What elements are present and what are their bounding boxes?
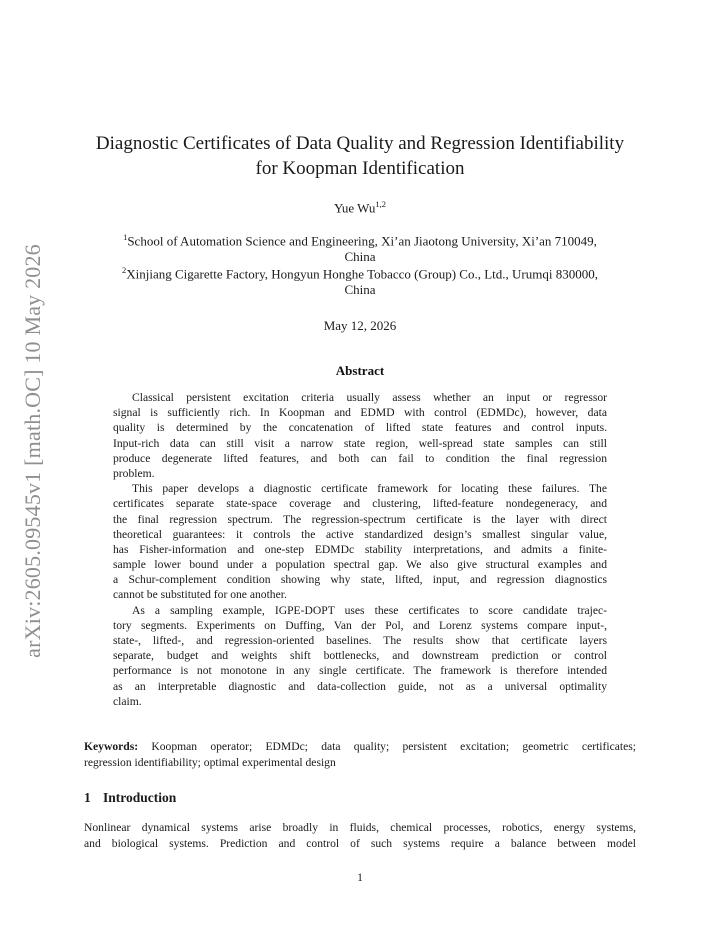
affiliation-marker: 2 (122, 265, 127, 275)
keywords-line: Keywords: Koopman operator; EDMDc; data quality; persistent excitation; geometric certificates; (84, 740, 636, 753)
affiliation-line: $^2$Xinjiang Cigarette Factory, Hongyun Honghe Tobacco (Group) Co., Ltd., Urumqi 830000, (122, 265, 598, 282)
arxiv-identifier[interactable]: arXiv:2605.09545v1 [math.OC] 10 May 2026 (20, 244, 45, 658)
abstract-line: As a sampling example, IGPE-DOPT uses these certificates to score candidate trajec- (132, 603, 607, 617)
abstract-line: cannot be substituted for one another. (113, 588, 287, 602)
section-number: 1 (84, 790, 91, 805)
abstract-line: quality is determined by the concatenation of lifted state features and control inputs. (113, 421, 607, 435)
title-line: Diagnostic Certificates of Data Quality and Regression Identifiability (95, 133, 625, 154)
keywords (84, 739, 636, 771)
keywords-line: regression identifiability; optimal experimental design (84, 756, 336, 769)
abstract-line: problem. (113, 466, 155, 480)
abstract-line: has Fisher-information and one-step EDMDc stability interpretations, and admits a finite- (113, 542, 607, 556)
page-number: 1 (357, 871, 363, 884)
affiliation-marker: 1 (123, 232, 128, 242)
abstract-line: sample lower bound under a population spectral gap. We also give structural examples and (113, 558, 607, 572)
affiliation-line: China (344, 282, 376, 298)
section-title: Introduction (103, 790, 177, 805)
abstract-line: the final regression spectrum. The regression-spectrum certificate is the layer with direct (113, 512, 607, 526)
abstract-line: performance is not monotone in any single certificate. The framework is therefore intended (113, 664, 607, 678)
abstract-line: state-, lifted-, and regression-oriented baselines. The results show that certificate layers (113, 634, 607, 647)
abstract-line: certificates separate state-space coverage and clustering, lifted-feature nondegeneracy, and (113, 497, 607, 511)
abstract-line: Input-rich data can still visit a narrow state region, well-spread state samples can still (113, 436, 607, 450)
author-name: Yue Wu (333, 200, 376, 216)
affiliation-line: China (344, 249, 376, 265)
abstract-line: claim. (113, 694, 142, 708)
title-line: for Koopman Identification (255, 158, 465, 179)
affiliation (84, 229, 636, 265)
abstract-line: Classical persistent excitation criteria usually assess whether an input or regressor (132, 391, 607, 404)
abstract-line: separate, budget and weights shift bottlenecks, and downstream prediction or control (113, 649, 607, 663)
paper-date: May 12, 2026 (323, 318, 397, 333)
abstract-line: theoretical guarantees: it controls the active standardized design’s smallest singular value, (113, 527, 607, 541)
affiliation (84, 262, 636, 298)
author-affiliation-marker: 1,2 (375, 199, 387, 209)
abstract-line: a Schur-complement condition showing why state, lifted, input, and regression diagnostics (113, 573, 607, 587)
intro-line: Nonlinear dynamical systems arise broadly in fluids, chemical processes, robotics, energy systems, (84, 821, 636, 834)
intro-paragraph (84, 820, 636, 852)
abstract-line: signal is sufficiently rich. In Koopman and EDMD with control (EDMDc), however, data (113, 406, 607, 420)
abstract-heading: Abstract (335, 363, 385, 378)
intro-line: and biological systems. Prediction and control of such systems require a balance between model (84, 837, 636, 850)
author (84, 199, 636, 216)
section-heading (84, 790, 176, 806)
abstract-line: produce degenerate lifted features, and both can fail to condition the final regression (113, 451, 607, 465)
abstract-line: This paper develops a diagnostic certificate framework for locating these failures. The (132, 482, 607, 496)
affiliation-line: $^1$School of Automation Science and Engineering, Xi’an Jiaotong University, Xi’an 710049, (123, 232, 597, 249)
abstract-line: as an interpretable diagnostic and data-collection guide, not as a universal optimality (113, 679, 607, 693)
abstract-line: tory segments. Experiments on Duffing, Van der Pol, and Lorenz systems compare input-, (113, 618, 607, 632)
abstract-body (113, 390, 607, 709)
paper-title (84, 131, 636, 181)
keywords-label: Keywords: (84, 740, 139, 753)
